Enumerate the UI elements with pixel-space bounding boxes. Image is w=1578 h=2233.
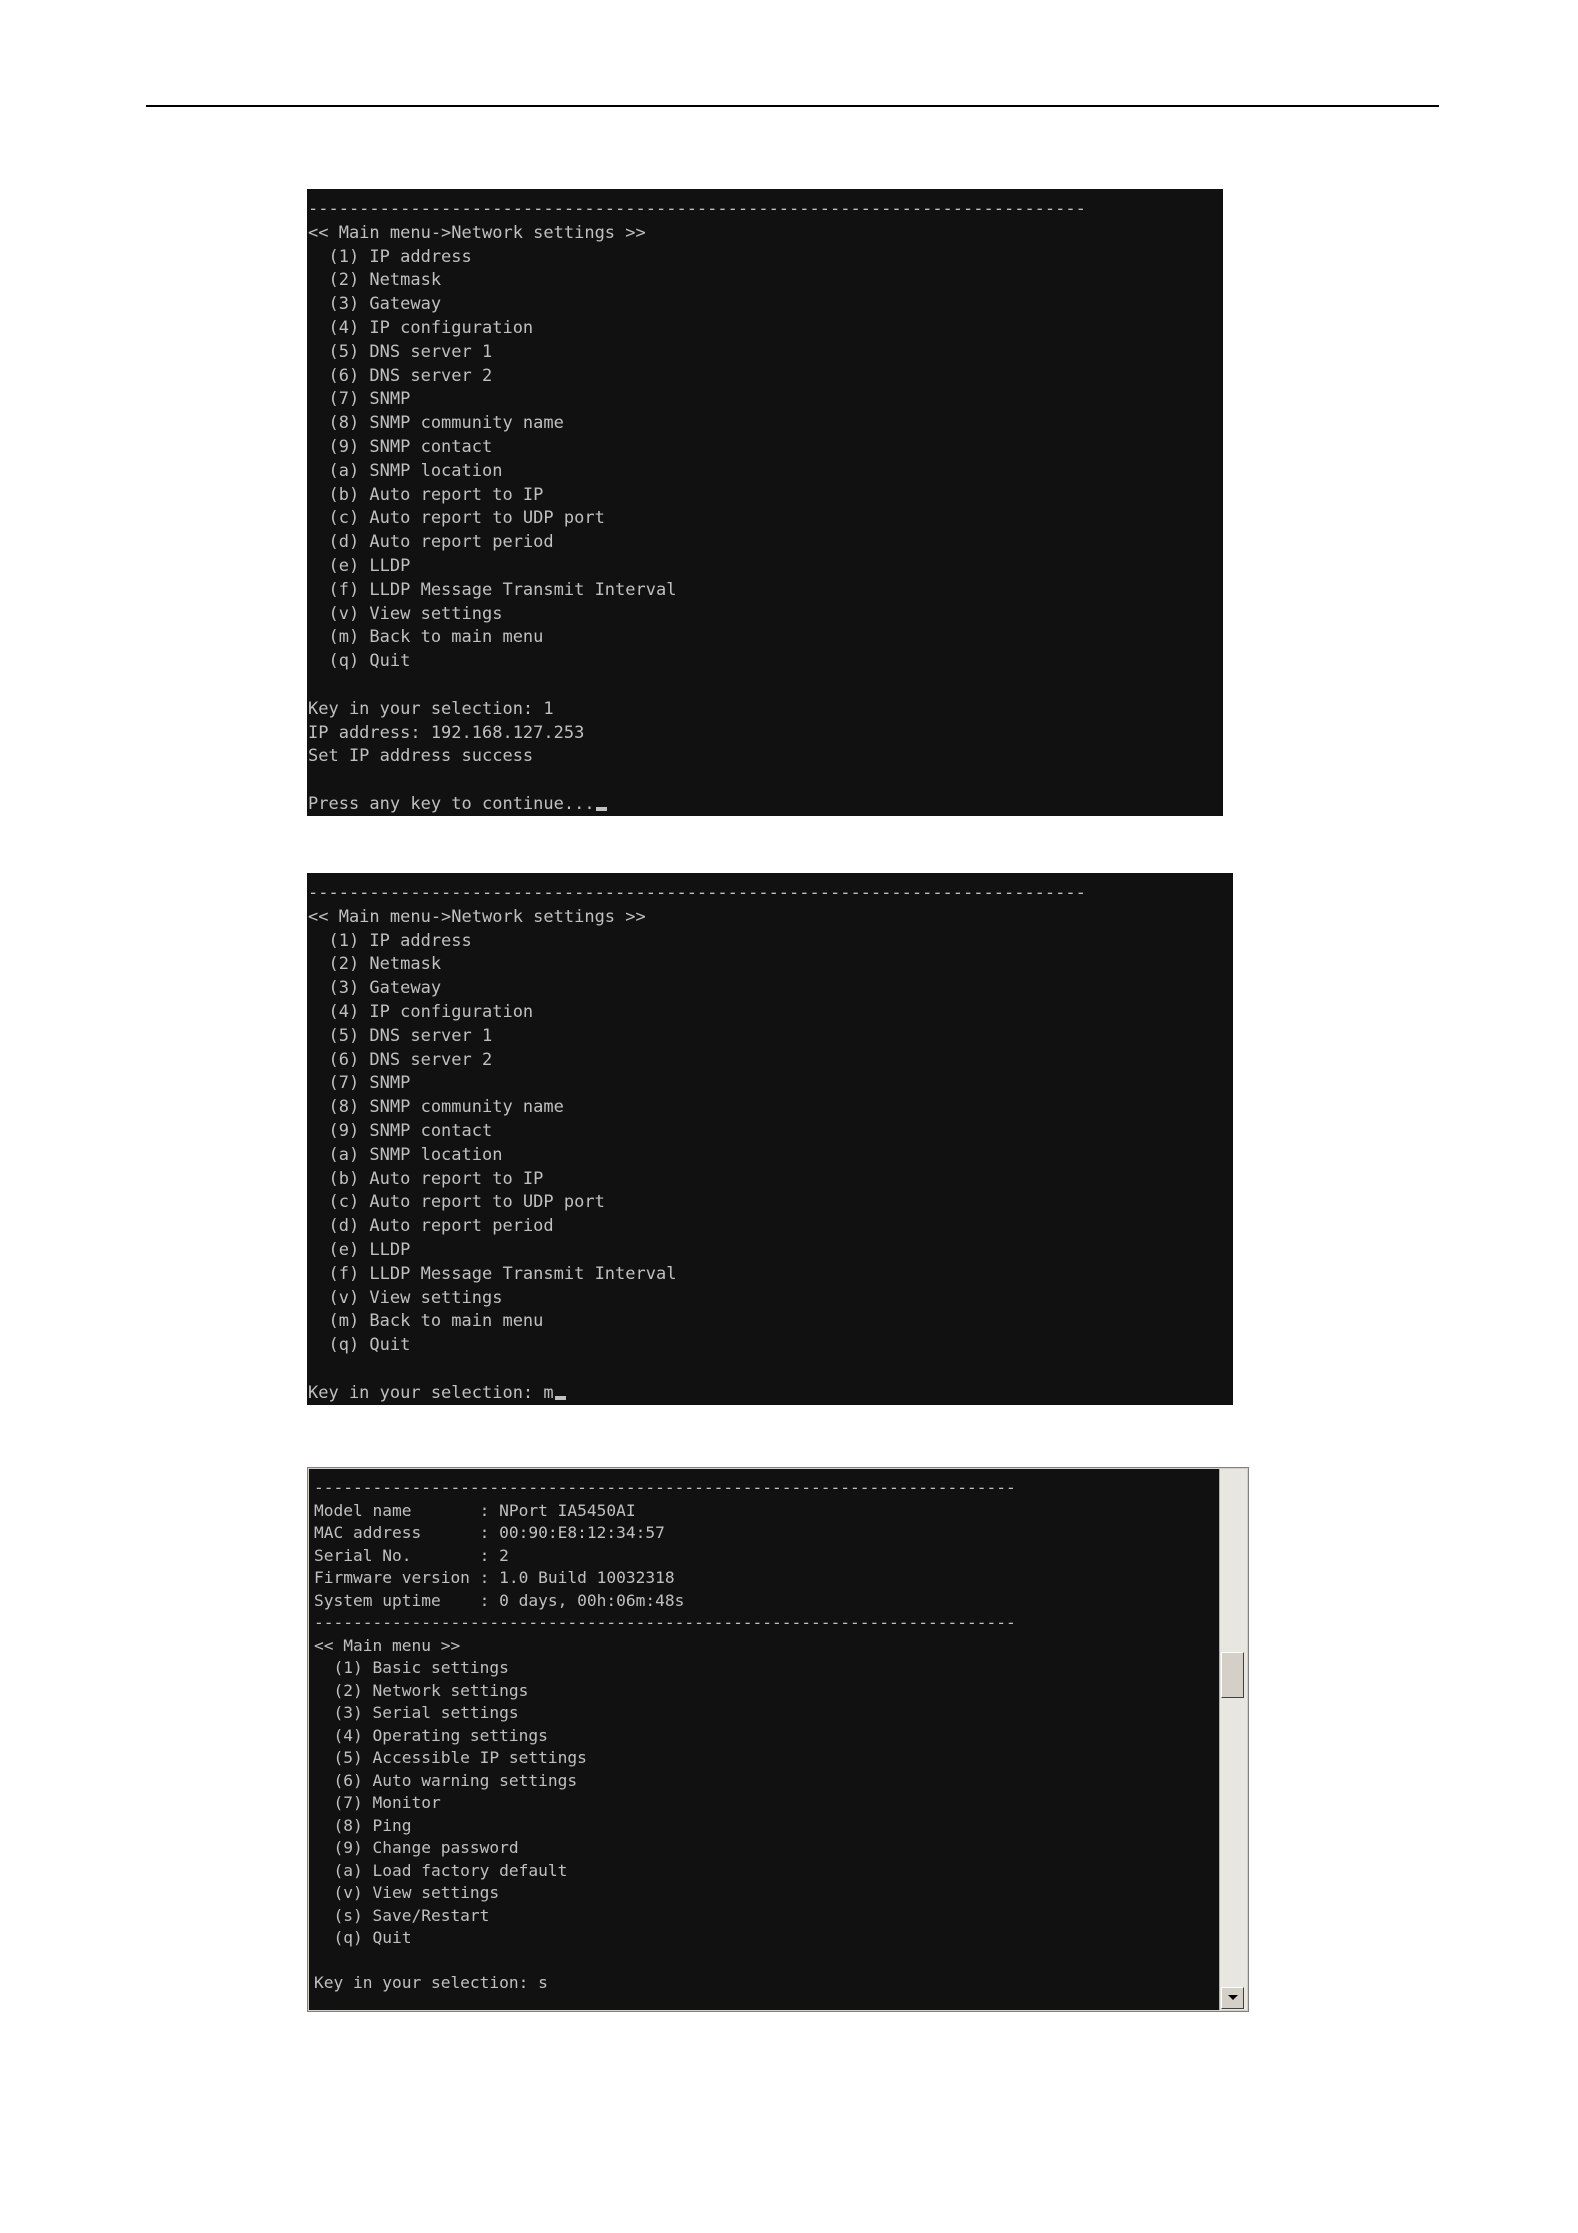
device-info-model: Model name : NPort IA5450AI (314, 1500, 636, 1520)
menu-option: (4) Operating settings (314, 1725, 548, 1745)
menu-option: (1) IP address (308, 930, 472, 951)
menu-option: (m) Back to main menu (308, 1311, 544, 1332)
terminal-output (307, 873, 1233, 1405)
menu-option: (f) LLDP Message Transmit Interval (308, 579, 677, 600)
blank-line (308, 1358, 1233, 1382)
prompt-line[interactable] (308, 793, 1223, 816)
menu-option: (5) Accessible IP settings (314, 1748, 587, 1767)
prompt-line[interactable] (308, 1382, 1233, 1405)
menu-option: (2) Network settings (314, 1680, 529, 1700)
menu-option: (d) Auto report period (308, 1216, 554, 1237)
menu-option: (a) SNMP location (308, 1144, 503, 1165)
terminal-window-network-settings-ip[interactable] (307, 189, 1223, 816)
terminal-menu-title: << Main menu >> (314, 1635, 461, 1655)
scroll-down-button[interactable] (1221, 1987, 1244, 2009)
menu-option: (v) View settings (308, 1287, 503, 1308)
menu-option: (2) Netmask (308, 954, 442, 975)
menu-option: (7) SNMP (308, 1073, 411, 1094)
terminal-output (309, 1469, 1219, 1995)
terminal-menu-title: << Main menu->Network settings >> (308, 222, 646, 243)
menu-option: (8) SNMP community name (308, 413, 564, 434)
menu-option: (c) Auto report to UDP port (308, 1192, 605, 1213)
vertical-scrollbar[interactable] (1219, 1469, 1247, 2010)
menu-option: (3) Serial settings (314, 1703, 519, 1722)
menu-option: (q) Quit (308, 651, 411, 672)
menu-option: (3) Gateway (308, 978, 442, 999)
chevron-down-icon (1228, 1995, 1238, 2000)
menu-option: (v) View settings (308, 603, 503, 624)
menu-option: (8) SNMP community name (308, 1097, 564, 1118)
menu-option: (7) Monitor (314, 1793, 441, 1812)
blank-line (308, 769, 1223, 793)
menu-option: (6) Auto warning settings (314, 1770, 578, 1790)
text-cursor (555, 1396, 566, 1400)
terminal-output (307, 189, 1223, 816)
menu-option: (d) Auto report period (308, 532, 554, 553)
device-info-mac: MAC address : 00:90:E8:12:34:57 (314, 1523, 665, 1542)
menu-option: (q) Quit (314, 1928, 412, 1947)
device-info-serial: Serial No. : 2 (314, 1545, 509, 1565)
menu-option: (1) Basic settings (314, 1658, 509, 1677)
menu-option: (e) LLDP (308, 555, 411, 576)
blank-line (314, 1950, 1219, 1973)
selection-prompt[interactable]: Key in your selection: s (314, 1973, 548, 1992)
menu-option: (8) Ping (314, 1815, 412, 1835)
menu-option: (7) SNMP (308, 389, 411, 410)
terminal-window-network-settings-menu[interactable] (307, 873, 1233, 1405)
terminal-window-main-menu[interactable] (307, 1467, 1249, 2012)
scrollbar-thumb[interactable] (1221, 1652, 1244, 1698)
menu-option: (9) Change password (314, 1838, 519, 1857)
menu-option: (m) Back to main menu (308, 627, 544, 648)
menu-option: (1) IP address (308, 246, 472, 267)
menu-option: (e) LLDP (308, 1239, 411, 1260)
menu-option: (q) Quit (308, 1335, 411, 1356)
continue-prompt: Press any key to continue... (308, 793, 595, 814)
menu-option: (3) Gateway (308, 294, 442, 315)
terminal-menu-title: << Main menu->Network settings >> (308, 906, 646, 927)
device-info-uptime: System uptime : 0 days, 00h:06m:48s (314, 1590, 685, 1610)
menu-option: (9) SNMP contact (308, 1120, 493, 1141)
menu-option: (a) Load factory default (314, 1860, 568, 1880)
menu-option: (6) DNS server 2 (308, 365, 493, 386)
text-cursor (596, 807, 607, 811)
menu-option: (a) SNMP location (308, 460, 503, 481)
menu-option: (5) DNS server 1 (308, 1025, 493, 1046)
menu-option: (b) Auto report to IP (308, 484, 544, 505)
menu-option: (s) Save/Restart (314, 1905, 490, 1925)
menu-option: (b) Auto report to IP (308, 1168, 544, 1189)
status-message: Set IP address success (308, 746, 534, 767)
menu-option: (9) SNMP contact (308, 436, 493, 457)
selection-echo: Key in your selection: 1 (308, 698, 554, 719)
terminal-line: ---------------------------------------------------------------------------- (308, 883, 1086, 903)
ip-address-output: IP address: 192.168.127.253 (308, 722, 585, 743)
menu-option: (5) DNS server 1 (308, 341, 493, 362)
selection-prompt: Key in your selection: m (308, 1382, 554, 1403)
menu-option: (4) IP configuration (308, 1001, 534, 1022)
menu-option: (c) Auto report to UDP port (308, 508, 605, 529)
device-info-firmware: Firmware version : 1.0 Build 10032318 (314, 1568, 675, 1587)
menu-option: (2) Netmask (308, 270, 442, 291)
terminal-screen[interactable] (309, 1469, 1219, 2010)
menu-option: (6) DNS server 2 (308, 1049, 493, 1070)
terminal-line: ------------------------------------------------------------------------ (314, 1613, 1016, 1632)
menu-option: (v) View settings (314, 1883, 500, 1902)
terminal-line: ---------------------------------------------------------------------------- (308, 199, 1086, 219)
menu-option: (f) LLDP Message Transmit Interval (308, 1263, 677, 1284)
page-header-rule (146, 105, 1439, 107)
terminal-line: ------------------------------------------------------------------------ (314, 1478, 1016, 1497)
blank-line (308, 674, 1223, 698)
menu-option: (4) IP configuration (308, 317, 534, 338)
